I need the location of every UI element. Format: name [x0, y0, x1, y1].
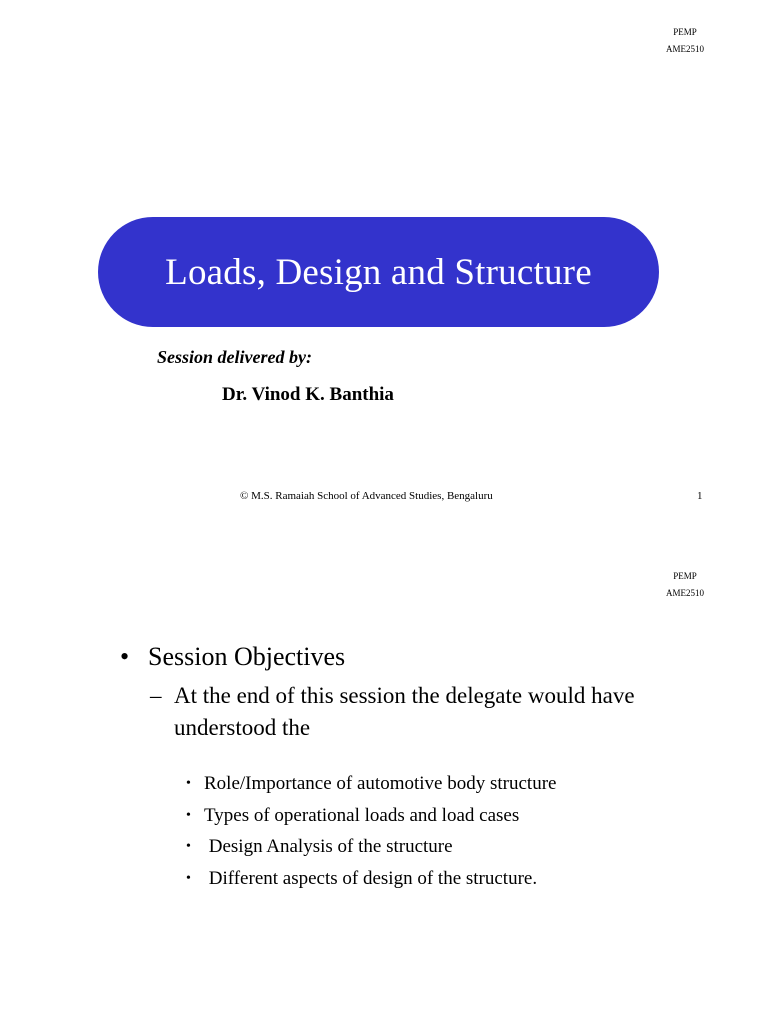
presenter-name: Dr. Vinod K. Banthia [222, 384, 394, 405]
objectives-list [186, 768, 556, 895]
bullet-glyph: • [186, 871, 191, 887]
objectives-heading-text: Session Objectives [148, 642, 346, 671]
list-item-label: Types of operational loads and load cases [204, 804, 520, 826]
bullet-glyph: • [120, 642, 130, 671]
page-number: 1 [697, 490, 703, 502]
slide-2 [0, 560, 768, 1024]
list-item [186, 831, 556, 863]
program-code: PEMP [673, 571, 697, 581]
objectives-heading [120, 642, 345, 672]
course-code: AME2510 [666, 588, 704, 598]
course-header [666, 568, 704, 602]
bullet-glyph: • [186, 807, 191, 823]
list-item [186, 768, 556, 800]
list-item-label: Role/Importance of automotive body structure [204, 773, 557, 794]
list-item-label: Design Analysis of the structure [204, 836, 453, 858]
course-code: AME2510 [666, 44, 704, 54]
list-item [186, 863, 556, 895]
bullet-glyph: • [186, 839, 191, 855]
slide-title: Loads, Design and Structure [165, 251, 592, 293]
list-item [186, 800, 556, 832]
objectives-intro [150, 680, 670, 744]
list-item-label: Different aspects of design of the structure. [204, 868, 538, 890]
dash-glyph: – [150, 683, 162, 708]
program-code: PEMP [673, 27, 697, 37]
delivered-by-label: Session delivered by: [157, 347, 312, 367]
course-header [666, 24, 704, 58]
copyright-footer: © M.S. Ramaiah School of Advanced Studies, Bengaluru [240, 490, 493, 502]
objectives-intro-text: At the end of this session the delegate would have understood the [174, 683, 635, 740]
bullet-glyph: • [186, 776, 191, 791]
title-banner [98, 217, 659, 327]
